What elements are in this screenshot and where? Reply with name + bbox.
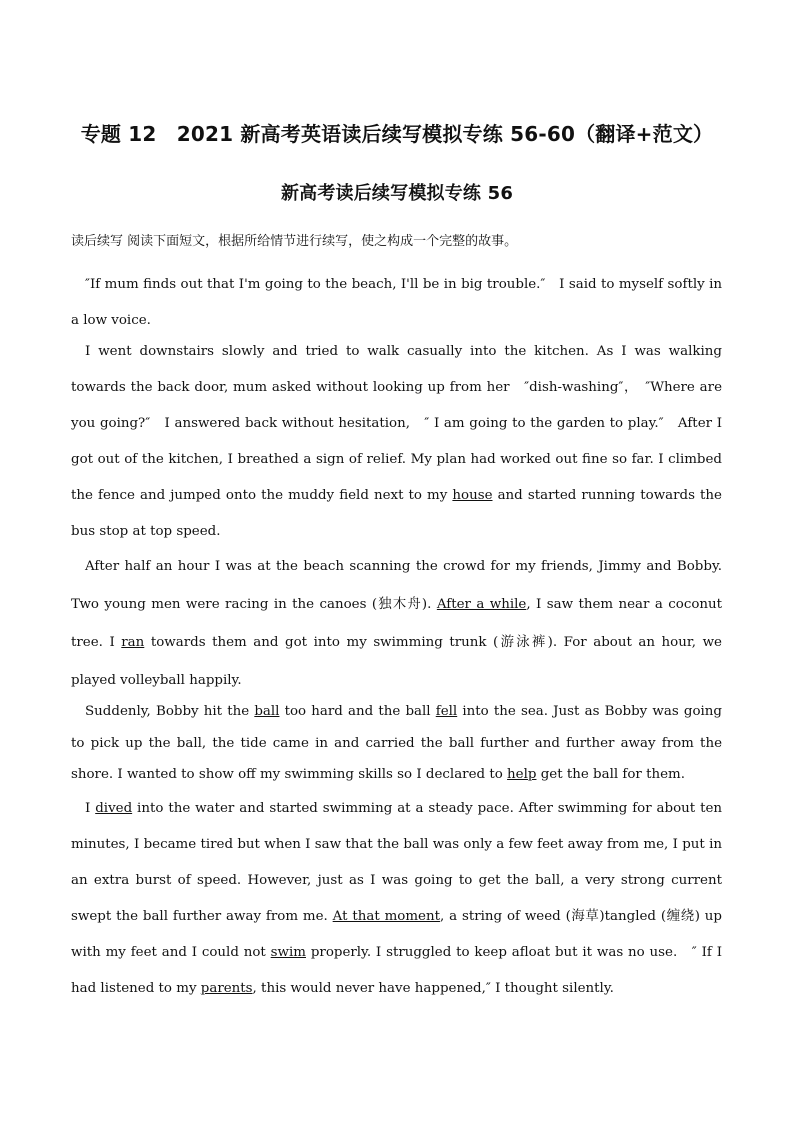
- underlined-word: After a while: [436, 597, 527, 612]
- paragraph-text: into the sea. Just as Bobby was going to pick up the ball, the tide came in and carried the ball further and further away from the shore. I wanted to show off my swimming skills so I declared to: [71, 704, 722, 782]
- paragraph-text: get the ball for them.: [536, 767, 685, 782]
- story-paragraph-4: [71, 696, 722, 791]
- paragraph-text: too hard and the ball: [279, 704, 436, 719]
- underlined-word: ran: [121, 635, 145, 650]
- sub-title: 新高考读后续写模拟专练 56: [280, 183, 514, 204]
- underlined-word: swim: [270, 945, 306, 960]
- underlined-word: ball: [254, 704, 280, 719]
- story-paragraph-5: [71, 791, 722, 1007]
- main-title: 专题 12 2021 新高考英语读后续写模拟专练 56-60（翻译+范文）: [80, 122, 714, 146]
- story-paragraph-2: [71, 334, 722, 550]
- underlined-word: house: [452, 488, 493, 503]
- paragraph-text: towards them and got into my swimming trunk (游泳裤). For about an hour, we played volleyball happily.: [71, 635, 722, 688]
- story-paragraph-3: [71, 548, 722, 700]
- paragraph-text: , I saw them near a coconut tree. I: [71, 597, 723, 650]
- paragraph-text: into the water and started swimming at a steady pace. After swimming for about ten minutes, I became tired but when I saw that the ball was only a few feet away from me, I put in an extra burst of speed. However, just as I was going to get the ball, a very strong current swept the ball further away from me.: [71, 801, 723, 924]
- underlined-word: help: [507, 767, 537, 782]
- paragraph-text: After half an hour I was at the beach scanning the crowd for my friends, Jimmy and Bobby. Two young men were racing in the canoes (独木舟).: [71, 559, 722, 612]
- paragraph-text: I: [85, 801, 96, 816]
- paragraph-text: ″If mum finds out that I'm going to the beach, I'll be in big trouble.″ I said to myself softly in a low voice.: [71, 277, 722, 328]
- paragraph-text: Suddenly, Bobby hit the: [85, 704, 255, 719]
- story-paragraph-1: [71, 267, 722, 339]
- underlined-word: fell: [435, 704, 458, 719]
- paragraph-text: and started running towards the bus stop at top speed.: [71, 488, 722, 539]
- paragraph-text: , this would never have happened,″ I thought silently.: [252, 981, 614, 996]
- underlined-word: At that moment: [332, 909, 440, 924]
- paragraph-text: properly. I struggled to keep afloat but it was no use. ″ If I had listened to my: [71, 945, 723, 996]
- paragraph-text: I went downstairs slowly and tried to walk casually into the kitchen. As I was walking towards the back door, mum asked without looking up from her ″dish-washing″， ″Where are you going?″ I answered back without hesitation, ″ I am going to the garden to play.″ After I got out of the kitchen, I breathed a sign of relief. My plan had worked out fine so far. I climbed the fence and jumped onto the muddy field next to my: [71, 344, 722, 503]
- paragraph-text: , a string of weed (海草)tangled (缠绕) up with my feet and I could not: [71, 909, 722, 960]
- instruction-text: 读后续写 阅读下面短文，根据所给情节进行续写，使之构成一个完整的故事。: [71, 234, 518, 249]
- underlined-word: dived: [95, 801, 133, 816]
- underlined-word: parents: [200, 981, 253, 996]
